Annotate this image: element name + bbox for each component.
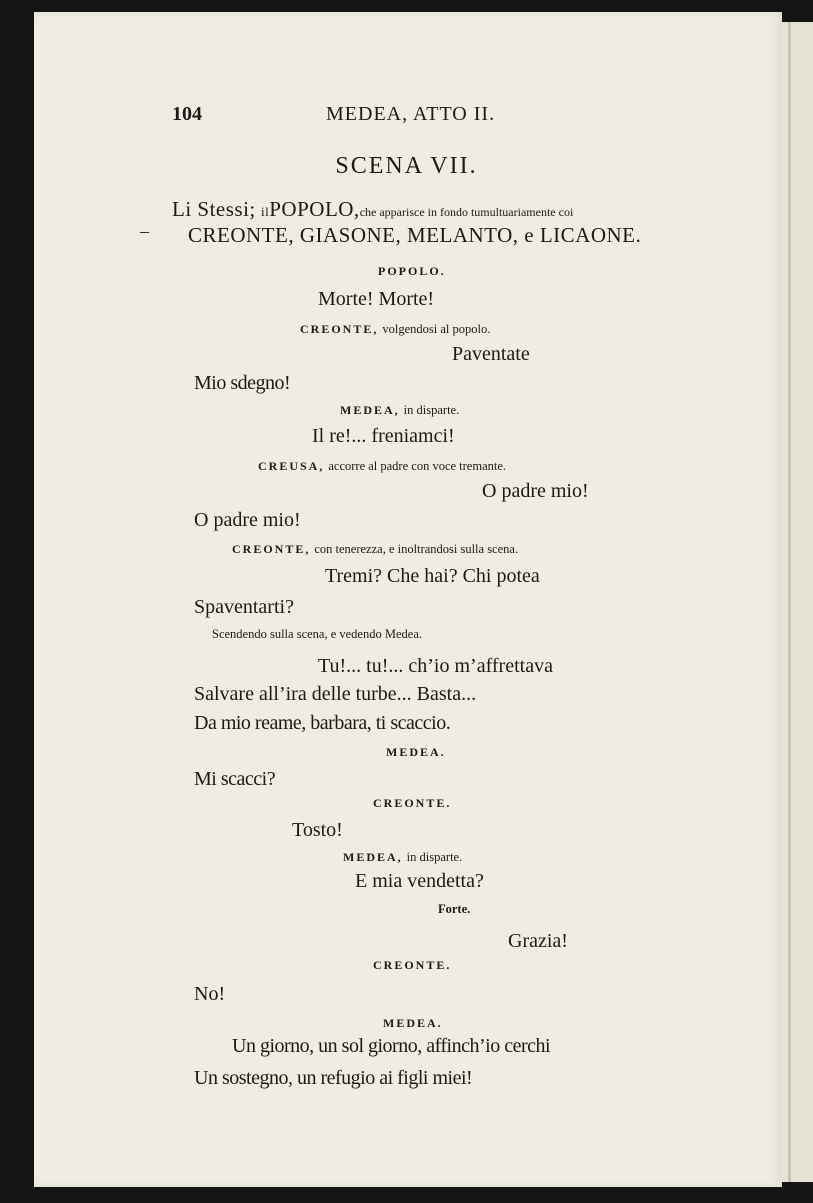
- verse-line: Salvare all’ira delle turbe... Basta...: [194, 683, 477, 705]
- cast-stessi: Li Stessi;: [172, 197, 256, 221]
- verse-line: Tu!... tu!... ch’io m’affrettava: [318, 655, 553, 677]
- speaker-with-direction: [300, 320, 490, 338]
- speaker-with-direction: [343, 848, 462, 866]
- margin-mark: –: [140, 221, 149, 241]
- verse-line: Spaventarti?: [194, 596, 294, 618]
- speaker-medea: MEDEA.: [383, 1016, 443, 1030]
- speaker-with-direction: [232, 540, 518, 558]
- speaker-creonte: CREONTE.: [373, 958, 452, 972]
- verse-line: Paventate: [452, 343, 530, 365]
- cast-line-2: CREONTE, GIASONE, MELANTO, e LICAONE.: [188, 223, 642, 247]
- verse-line: Mio sdegno!: [194, 372, 291, 394]
- speaker-creonte: CREONTE.: [373, 796, 452, 810]
- cast-il: il: [261, 204, 270, 219]
- speaker-creonte: CREONTE,: [300, 322, 379, 336]
- speaker-creusa: CREUSA,: [258, 459, 325, 473]
- verse-line: Tosto!: [292, 819, 343, 841]
- speaker-with-direction: [258, 457, 506, 475]
- verse-line: Da mio reame, barbara, ti scaccio.: [194, 712, 451, 734]
- verse-line: Mi scacci?: [194, 768, 276, 790]
- verse-line: Il re!... freniamci!: [312, 425, 455, 447]
- verse-line: O padre mio!: [194, 509, 301, 531]
- speaker-medea: MEDEA,: [343, 850, 403, 864]
- stage-direction: con tenerezza, e inoltrandosi sulla scena.: [314, 542, 519, 556]
- page-number: 104: [172, 103, 202, 125]
- speaker-popolo: POPOLO.: [378, 264, 446, 278]
- stage-direction: in disparte.: [406, 850, 463, 864]
- verse-line: O padre mio!: [482, 480, 589, 502]
- verse-line: Un giorno, un sol giorno, affinch’io cerchi: [232, 1035, 551, 1057]
- verse-line: E mia vendetta?: [355, 870, 484, 892]
- running-title: MEDEA, ATTO II.: [326, 103, 496, 125]
- speaker-medea: MEDEA,: [340, 403, 400, 417]
- cast-stage-direction: che apparisce in fondo tumultuariamente coi: [359, 205, 574, 219]
- cast-popolo: POPOLO,: [269, 197, 360, 221]
- next-page-edge: [782, 22, 813, 1182]
- speaker-with-direction: [340, 401, 459, 419]
- verse-line: Grazia!: [508, 930, 568, 952]
- stage-direction: in disparte.: [403, 403, 460, 417]
- cast-line-1: [172, 197, 573, 222]
- verse-line: Morte! Morte!: [318, 288, 435, 310]
- verse-line: Tremi? Che hai? Chi potea: [325, 565, 540, 587]
- scene-title: SCENA VII.: [335, 153, 478, 179]
- verse-line: No!: [194, 983, 226, 1005]
- stage-direction: Forte.: [438, 902, 471, 916]
- speaker-creonte: CREONTE,: [232, 542, 311, 556]
- page-fold: [788, 22, 791, 1182]
- stage-direction: volgendosi al popolo.: [382, 322, 491, 336]
- speaker-medea: MEDEA.: [386, 745, 446, 759]
- book-page: [34, 12, 782, 1187]
- stage-direction: Scendendo sulla scena, e vedendo Medea.: [212, 627, 422, 641]
- stage-direction: accorre al padre con voce tremante.: [328, 459, 507, 473]
- verse-line: Un sostegno, un refugio ai figli miei!: [194, 1067, 473, 1089]
